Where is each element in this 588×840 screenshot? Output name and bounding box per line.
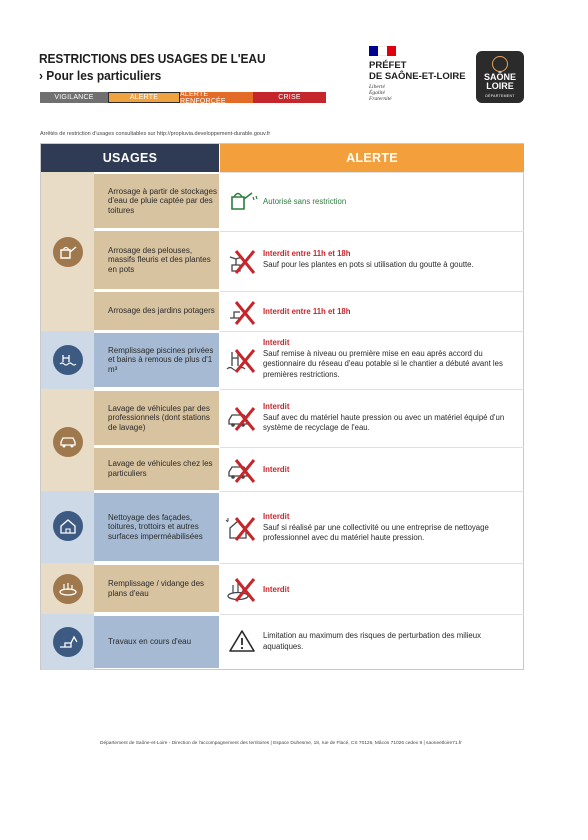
alert-cell-7 [220, 491, 524, 563]
alert-cell-1 [220, 172, 524, 230]
alert-status-3: Interdit entre 11h et 18h [263, 307, 351, 316]
alert-status-6: Interdit [263, 465, 290, 474]
alert-status-2: Interdit entre 11h et 18h [263, 249, 351, 258]
pool-forbidden-icon [224, 346, 260, 374]
alert-cell-4 [220, 331, 524, 389]
pond-forbidden-icon [224, 575, 260, 603]
prefet-line2: DE SAÔNE-ET-LOIRE [369, 71, 466, 82]
prefet-motto [369, 84, 392, 103]
usage-row-8: Remplissage / vidange des plans d'eau [94, 565, 219, 612]
excavator-icon [53, 627, 83, 657]
usage-row-4: Remplissage piscines privées et bains à remous de plus d'1 m³ [94, 333, 219, 387]
motto-egalite: Égalité [369, 90, 385, 97]
pond-icon [53, 574, 83, 604]
alert-detail-5: Sauf avec du matériel haute pression ou avec un matériel équipé d'un système de recyclage de l'eau. [263, 412, 505, 433]
alert-detail-4: Sauf remise à niveau ou première mise en eau après accord du gestionnaire du réseau d'eau potable si le chantier a débuté avant les premières restrictions. [263, 348, 503, 379]
house-cleaning-icon [53, 511, 83, 541]
car-wash-home-forbidden-icon [224, 456, 260, 484]
column-header-usages: USAGES [41, 144, 219, 172]
alert-status-5: Interdit [263, 402, 290, 411]
usage-row-3: Arrosage des jardins potagers [94, 292, 219, 330]
rain-tank-watering-icon [224, 187, 260, 215]
group-band-piscines [41, 331, 94, 389]
level-alerte-renforcee: ALERTE RENFORCÉE [180, 92, 253, 103]
pool-icon [53, 345, 83, 375]
alert-text-6 [263, 465, 289, 476]
alert-text-3 [263, 307, 351, 318]
garden-hose-forbidden-icon [224, 298, 260, 326]
page-subtitle: › Pour les particuliers [39, 68, 162, 83]
departement-logo-line2: LOIRE [486, 81, 514, 91]
column-header-alerte: ALERTE [220, 144, 524, 172]
departement-logo-line3: DÉPARTEMENT [485, 94, 515, 98]
alert-cell-8 [220, 563, 524, 614]
alert-text-2 [263, 249, 474, 270]
page-title: RESTRICTIONS DES USAGES DE L'EAU [39, 51, 266, 66]
alert-levels-bar [40, 92, 326, 103]
alert-detail-9: Limitation au maximum des risques de perturbation des milieux aquatiques. [263, 631, 481, 651]
motto-liberte: Liberté [369, 84, 385, 90]
usage-row-5: Lavage de véhicules par des professionnels (dont stations de lavage) [94, 391, 219, 445]
group-band-travaux [41, 614, 94, 670]
alert-status-7: Interdit [263, 512, 290, 521]
alert-text-5 [263, 402, 513, 434]
alert-status-8: Interdit [263, 585, 290, 594]
usage-row-6: Lavage de véhicules chez les particuliers [94, 448, 219, 490]
group-band-arrosage [41, 172, 94, 331]
alert-cell-3 [220, 291, 524, 331]
alert-text-7 [263, 512, 513, 544]
car-wash-icon [53, 427, 83, 457]
footer-address: Département de Saône-et-Loire - Direction de l'accompagnement des territoires | Espace Duhesme, 18, rue de Flacé, CS 70126, Mâcon 71026 cedex 9 | saoneetloire71.fr [100, 741, 462, 746]
departement-badge-icon [492, 56, 508, 72]
motto-fraternite: Fraternité [369, 96, 392, 103]
alert-detail-7: Sauf si réalisé par une collectivité ou une entreprise de nettoyage professionnel avec du matériel haute pression. [263, 522, 489, 543]
alert-text-8 [263, 585, 289, 596]
level-crise: CRISE [253, 92, 326, 103]
alert-cell-9 [220, 614, 524, 670]
usage-row-9: Travaux en cours d'eau [94, 616, 219, 668]
group-band-lavage-vehicules [41, 389, 94, 491]
group-band-plans-eau [41, 563, 94, 614]
marianne-flag-icon [369, 46, 396, 56]
sprinkler-forbidden-icon [224, 247, 260, 275]
alert-detail-2: Sauf pour les plantes en pots si utilisation du goutte à goutte. [263, 259, 474, 269]
departement-logo [476, 51, 524, 103]
arretes-note: Arrêtés de restriction d'usages consultables sur http://propluvia.developpement-durable.gouv.fr [40, 131, 271, 137]
alert-detail-1: Autorisé sans restriction [263, 197, 347, 206]
prefet-logo-title [369, 60, 466, 82]
alert-text-4 [263, 338, 515, 380]
warning-triangle-icon [224, 627, 260, 655]
car-wash-pro-forbidden-icon [224, 404, 260, 432]
usage-row-1: Arrosage à partir de stockages d'eau de pluie captée par des toitures [94, 174, 219, 228]
alert-status-4: Interdit [263, 338, 290, 347]
usage-row-2: Arrosage des pelouses, massifs fleuris et des plantes en pots [94, 231, 219, 289]
alert-cell-2 [220, 231, 524, 290]
facade-cleaning-forbidden-icon [224, 514, 260, 542]
level-alerte: ALERTE [108, 92, 180, 103]
alert-cell-5 [220, 389, 524, 447]
departement-logo-line1: SAÔNE [483, 72, 516, 82]
group-band-nettoyage [41, 491, 94, 563]
level-vigilance: VIGILANCE [40, 92, 108, 103]
prefet-line1: PRÉFET [369, 60, 407, 71]
restrictions-table [40, 143, 524, 670]
watering-can-icon [53, 237, 83, 267]
usage-row-7: Nettoyage des façades, toitures, trottoirs et autres surfaces imperméabilisées [94, 493, 219, 561]
alert-cell-6 [220, 447, 524, 491]
